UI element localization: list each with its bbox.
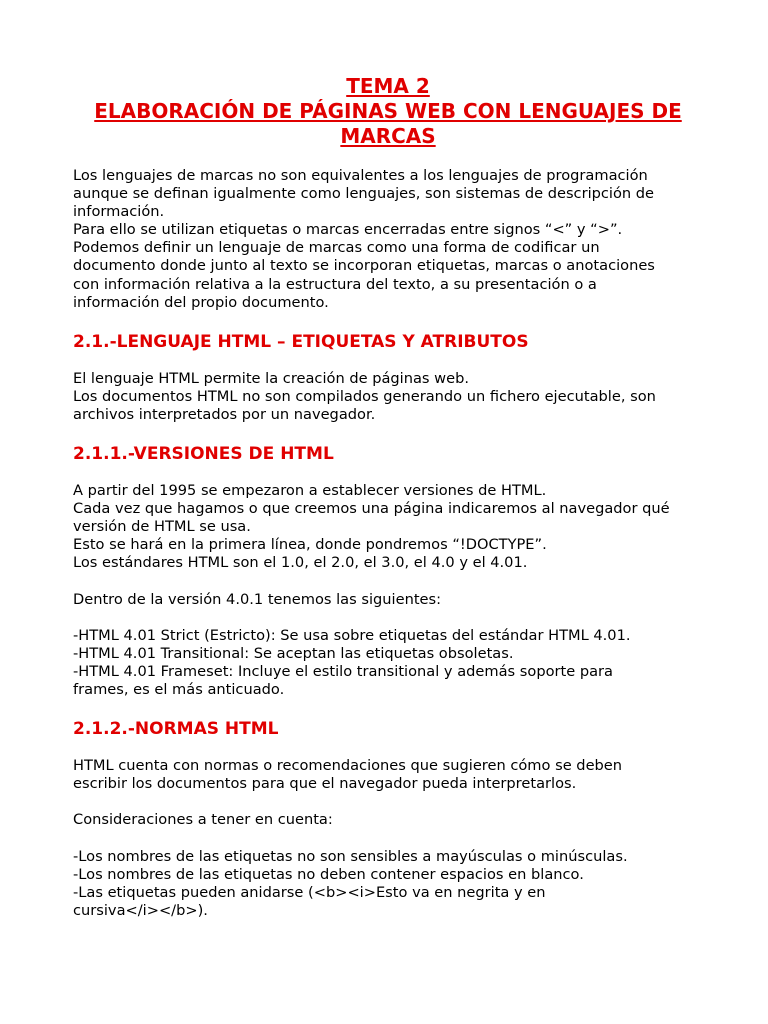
- text-line: Esto se hará en la primera línea, donde pondremos “!DOCTYPE”.: [73, 536, 547, 554]
- section-2-1-1-body: [73, 482, 703, 699]
- text-line: Cada vez que hagamos o que creemos una página indicaremos al navegador qué: [73, 500, 670, 518]
- text-line: El lenguaje HTML permite la creación de páginas web.: [73, 369, 469, 387]
- text-line: A partir del 1995 se empezaron a establecer versiones de HTML.: [73, 482, 547, 500]
- text-line: Consideraciones a tener en cuenta:: [73, 811, 333, 829]
- section-2-1-body: [73, 370, 703, 424]
- text-line: Los estándares HTML son el 1.0, el 2.0, el 3.0, el 4.0 y el 4.01.: [73, 554, 528, 572]
- intro-paragraph: [73, 167, 703, 312]
- text-line: versión de HTML se usa.: [73, 518, 251, 536]
- text-line: información del propio documento.: [73, 293, 329, 311]
- text-line: -Los nombres de las etiquetas no deben contener espacios en blanco.: [73, 865, 584, 883]
- text-line: documento donde junto al texto se incorporan etiquetas, marcas o anotaciones: [73, 257, 655, 275]
- text-line: Podemos definir un lenguaje de marcas como una forma de codificar un: [73, 239, 600, 257]
- text-line: -Los nombres de las etiquetas no son sensibles a mayúsculas o minúsculas.: [73, 847, 628, 865]
- paragraph-gap: [73, 609, 703, 627]
- section-heading-2-1: 2.1.-LENGUAJE HTML – ETIQUETAS Y ATRIBUTOS: [73, 331, 529, 352]
- text-line: información.: [73, 203, 165, 221]
- document-page: [73, 74, 703, 920]
- document-title: [73, 74, 703, 149]
- paragraph-gap: [73, 830, 703, 848]
- text-line: -HTML 4.01 Strict (Estricto): Se usa sobre etiquetas del estándar HTML 4.01.: [73, 626, 631, 644]
- paragraph-gap: [73, 573, 703, 591]
- text-line: -HTML 4.01 Transitional: Se aceptan las etiquetas obsoletas.: [73, 644, 514, 662]
- section-heading-2-1-2: 2.1.2.-NORMAS HTML: [73, 719, 279, 740]
- text-line: cursiva</i></b>).: [73, 901, 208, 919]
- text-line: Los documentos HTML no son compilados generando un fichero ejecutable, son: [73, 387, 656, 405]
- text-line: frames, es el más anticuado.: [73, 681, 285, 699]
- text-line: Para ello se utilizan etiquetas o marcas encerradas entre signos “<” y “>”.: [73, 221, 623, 239]
- text-line: -HTML 4.01 Frameset: Incluye el estilo transitional y además soporte para: [73, 662, 614, 680]
- text-line: HTML cuenta con normas o recomendaciones que sugieren cómo se deben: [73, 757, 623, 775]
- section-2-1-2-body: [73, 757, 703, 920]
- text-line: aunque se definan igualmente como lenguajes, son sistemas de descripción de: [73, 185, 655, 203]
- title-line-2: ELABORACIÓN DE PÁGINAS WEB CON LENGUAJES DE: [94, 99, 682, 123]
- text-line: escribir los documentos para que el navegador pueda interpretarlos.: [73, 775, 577, 793]
- title-line-3: MARCAS: [340, 124, 436, 148]
- text-line: Los lenguajes de marcas no son equivalentes a los lenguajes de programación: [73, 167, 648, 184]
- text-line: con información relativa a la estructura del texto, a su presentación o a: [73, 275, 597, 293]
- paragraph-gap: [73, 793, 703, 811]
- text-line: Dentro de la versión 4.0.1 tenemos las siguientes:: [73, 590, 442, 608]
- text-line: -Las etiquetas pueden anidarse (<b><i>Esto va en negrita y en: [73, 883, 546, 901]
- section-heading-2-1-1: 2.1.1.-VERSIONES DE HTML: [73, 444, 334, 465]
- text-line: archivos interpretados por un navegador.: [73, 405, 376, 423]
- title-line-1: TEMA 2: [346, 74, 430, 98]
